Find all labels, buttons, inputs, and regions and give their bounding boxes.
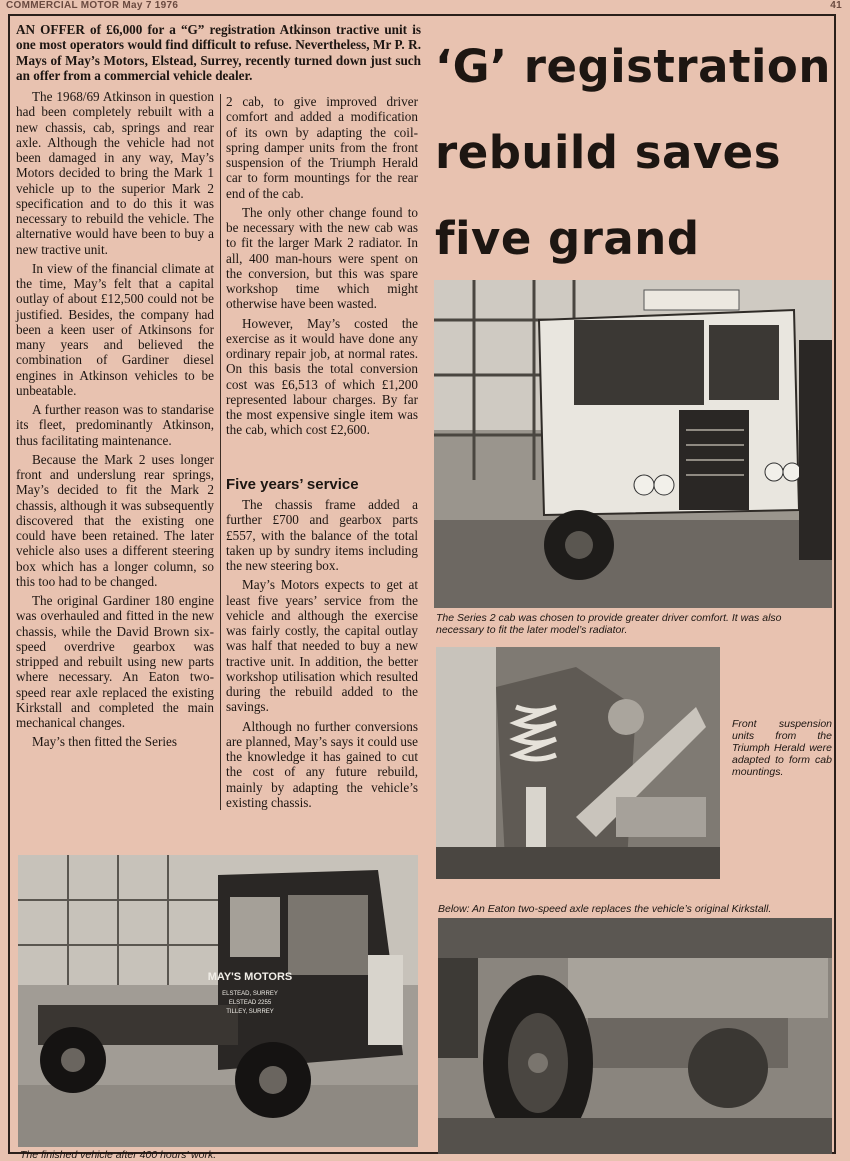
publication-name: COMMERCIAL MOTOR	[6, 0, 120, 11]
paragraph: In view of the financial climate at the time, May’s felt that a capital outlay of about £12,500 could not be justified. Besides, the company had been a keen user of Atkinsons for many years and believed the combination of Gardiner diesel engines in Atkinson vehicles to be unbeatable.	[16, 260, 214, 398]
paragraph: The original Gardiner 180 engine was overhauled and fitted in the new chassis, while the David Brown six-speed overdrive gearbox was stripped and rebuilt using new parts where necessary. An Eaton two-speed rear axle replaced the existing Kirkstall and completed the main mechanical changes.	[16, 593, 214, 730]
issue-date: May 7 1976	[122, 0, 179, 11]
door-sign-line-2: ELSTEAD, SURREY	[222, 991, 278, 997]
body-column-2-continued	[226, 497, 418, 814]
door-sign-line-3: ELSTEAD 2255	[228, 1000, 272, 1006]
photo-finished-vehicle	[18, 855, 418, 1147]
paragraph: 2 cab, to give improved driver comfort and added a modification of its own by adapting the coil-spring damper units from the front suspension of the Triumph Herald car to form mountings for the rear end of the cab.	[226, 94, 418, 201]
photo-rear-axle	[438, 918, 832, 1154]
paragraph: Because the Mark 2 uses longer front and underslung rear springs, May’s decided to fit the Mark 2 chassis, although it was subsequently discovered that the existing one could have been retained. The later vehicle also uses a different steering box which has a longer column, so this too had to be changed.	[16, 451, 214, 589]
paragraph: However, May’s costed the exercise as it would have done any ordinary repair job, at normal rates. On this basis the total conversion cost was £6,513 of which £1,200 represented labour charges. By far the most expensive single item was the cab, which cost £2,600.	[226, 315, 418, 438]
headline-line-3: five grand	[435, 212, 700, 265]
door-sign-line-4: TILLEY, SURREY	[226, 1009, 274, 1015]
paragraph: The only other change found to be necessary with the new cab was to fit the larger Mark 2 radiator. In all, 400 man-hours were spent on the conversion, but this was spare workshop time which might otherwise have been wasted.	[226, 204, 418, 312]
article-intro: AN OFFER of £6,000 for a “G” registration Atkinson tractive unit is one most operators would find difficult to refuse. Nevertheless, Mr P. R. Mays of May’s Motors, Elstead, Surrey, recently turned down just such an offer from a commercial vehicle dealer.	[16, 22, 421, 84]
headline-line-2: rebuild saves	[435, 126, 781, 179]
paragraph: The chassis frame added a further £700 and gearbox parts £557, with the balance of the total taken up by sundry items including the new steering box.	[226, 497, 418, 573]
column-divider	[220, 94, 221, 810]
caption-finished: The finished vehicle after 400 hours’ work.	[20, 1149, 217, 1161]
page-number: 41	[830, 0, 842, 11]
door-sign-name: MAY'S MOTORS	[207, 971, 293, 983]
section-subheading: Five years’ service	[226, 476, 359, 493]
article-headline	[435, 24, 835, 282]
headline-line-1: ‘G’ registration	[435, 40, 831, 93]
paragraph: Although no further conversions are planned, May’s says it could use the knowledge it has gained to cut the cost of any future rebuild, mainly by adapting the vehicle’s existing chassis.	[226, 718, 418, 810]
caption-suspension: Front suspension units from the Triumph Herald were adapted to form cab mountings.	[732, 718, 832, 778]
body-column-2	[226, 94, 418, 442]
paragraph: May’s then fitted the Series	[32, 734, 178, 750]
paragraph: May’s Motors expects to get at least five years’ service from the vehicle and although the exercise was fairly costly, the capital outlay was half that needed to buy a new tractive unit. In addition, the better workshop utilisation which resulted during the rebuild added to the savings.	[226, 577, 418, 715]
body-column-1	[16, 89, 214, 754]
caption-axle: Below: An Eaton two-speed axle replaces the vehicle’s original Kirkstall.	[438, 903, 772, 915]
paragraph: A further reason was to standarise its fleet, predominantly Atkinson, thus facilitating maintenance.	[16, 402, 214, 448]
masthead	[6, 0, 844, 12]
photo-front-suspension	[436, 647, 720, 879]
photo-cab-front	[434, 280, 832, 608]
paragraph: The 1968/69 Atkinson in question had been completely rebuilt with a new chassis, cab, springs and rear axle. Although the vehicle had not been damaged in any way, May’s Motors decided to bring the Mark 1 vehicle up to the superior Mark 2 specification and to do this it was necessary to rebuild the vehicle. The alternative would have been to buy a new tractive unit.	[16, 89, 214, 257]
caption-cab: The Series 2 cab was chosen to provide greater driver comfort. It was also necessary to fit the later model’s radiator.	[436, 612, 782, 636]
